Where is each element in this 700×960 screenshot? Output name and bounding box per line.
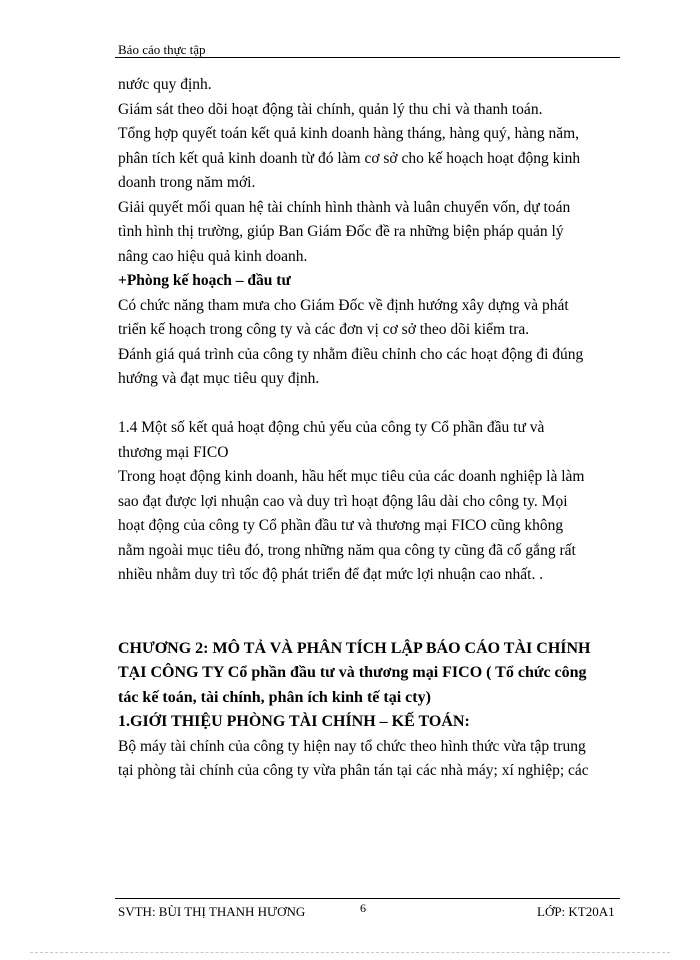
chapter-heading: tác kế toán, tài chính, phân ích kinh tế tại cty) [118,688,431,706]
text-line: Tổng hợp quyết toán kết quả kinh doanh hàng tháng, hàng quý, hàng năm, [118,125,580,142]
text-line: sao đạt được lợi nhuận cao và duy trì hoạt động lâu dài cho công ty. Mọi [118,492,568,510]
footer-page-number: 6 [360,901,366,915]
text-line: triển kế hoạch trong công ty và các đơn vị cơ sở theo dõi kiểm tra. [118,321,530,338]
text-line: nâng cao hiệu quả kinh doanh. [118,247,308,265]
text-line: Trong hoạt động kinh doanh, hầu hết mục tiêu của các doanh nghiệp là làm [118,468,585,485]
page-body [118,73,620,784]
text-line: nằm ngoài mục tiêu đó, trong những năm qua công ty cũng đã cố gắng rất [118,541,576,559]
section-heading-planning: +Phòng kế hoạch – đầu tư [118,272,291,289]
text-line: nhiều nhằm duy trì tốc độ phát triển để đạt mức lợi nhuận cao nhất. . [118,566,544,583]
text-line: tại phòng tài chính của công ty vừa phân tán tại các nhà máy; xí nghiệp; các [118,762,589,779]
page-header: Báo cáo thực tập [118,42,206,57]
section-heading-results: 1.4 Một số kết quả hoạt động chủ yếu của công ty Cổ phần đầu tư và [118,419,545,436]
footer-student: SVTH: BÙI THỊ THANH HƯƠNG [118,904,306,919]
header-rule [115,57,620,58]
text-line: thương mại FICO [118,443,229,461]
text-line: hướng và đạt mục tiêu quy định. [118,370,320,387]
text-line: tình hình thị trường, giúp Ban Giám Đốc đề ra những biện pháp quản lý [118,223,564,240]
text-line: Giám sát theo dõi hoạt động tài chính, quản lý thu chi và thanh toán. [118,100,543,118]
footer-class: LỚP: KT20A1 [537,904,615,919]
page-break-dash [30,952,670,953]
text-line: Đánh giá quá trình của công ty nhằm điều chỉnh cho các hoạt động đi đúng [118,345,584,363]
text-line: hoạt động của công ty Cổ phần đầu tư và thương mại FICO cũng không [118,517,564,534]
paragraph-gap [118,588,620,613]
text-line: doanh trong năm mới. [118,174,256,191]
text-line: Bộ máy tài chính của công ty hiện nay tổ chức theo hình thức vừa tập trung [118,737,586,755]
chapter-heading: CHƯƠNG 2: MÔ TẢ VÀ PHÂN TÍCH LẬP BÁO CÁO TÀI CHÍNH [118,639,591,657]
paragraph-gap [118,392,620,417]
text-line: Có chức năng tham mưa cho Giám Đốc về định hướng xây dựng và phát [118,296,569,314]
text-line: nước quy định. [118,76,212,93]
chapter-heading: TẠI CÔNG TY Cổ phần đầu tư và thương mại FICO ( Tổ chức công [118,664,587,681]
section-heading-finance-dept: 1.GIỚI THIỆU PHÒNG TÀI CHÍNH – KẾ TOÁN: [118,713,470,730]
footer-rule [115,898,620,899]
text-line: Giải quyết mối quan hệ tài chính hình thành và luân chuyển vốn, dự toán [118,198,571,216]
paragraph-gap [118,612,620,637]
text-line: phân tích kết quả kinh doanh từ đó làm cơ sở cho kế hoạch hoạt động kinh [118,149,581,167]
